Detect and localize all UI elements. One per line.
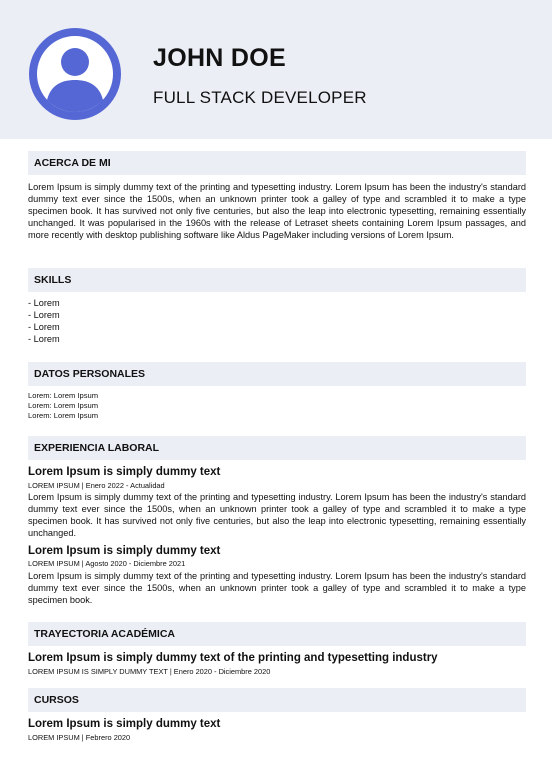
list-item: Lorem: Lorem Ipsum xyxy=(28,391,99,400)
job-title: Lorem Ipsum is simply dummy text xyxy=(28,545,221,557)
section-header-skills xyxy=(28,268,526,292)
person-role: FULL STACK DEVELOPER xyxy=(153,88,367,107)
section-header-education xyxy=(28,622,526,646)
section-title: EXPERIENCIA LABORAL xyxy=(34,442,160,454)
profile-header xyxy=(0,0,552,139)
person-name: JOHN DOE xyxy=(153,44,286,72)
section-title: DATOS PERSONALES xyxy=(34,368,146,380)
section-title: ACERCA DE MI xyxy=(34,157,111,169)
section-header-about xyxy=(28,151,526,175)
user-avatar-icon xyxy=(29,28,121,120)
section-header-courses xyxy=(28,688,526,712)
course-title: Lorem Ipsum is simply dummy text xyxy=(28,718,221,730)
list-item: - Lorem xyxy=(28,298,60,308)
job-description: Lorem Ipsum is simply dummy text of the printing and typesetting industry. Lorem Ipsum has been the industry's standard dummy text ever since the 1500s, when an unknown printer took a galley of type and scrambled it to make a type specimen book. It has survived not only five centuries, but also the leap into electronic typesetting, remaining essentially unchanged. xyxy=(28,492,526,538)
section-title: SKILLS xyxy=(34,274,72,286)
list-item: - Lorem xyxy=(28,310,60,320)
about-text: Lorem Ipsum is simply dummy text of the printing and typesetting industry. Lorem Ipsum has been the industry's standard dummy text ever since the 1500s, when an unknown printer took a galley of type and scrambled it to make a type specimen book. It has survived not only five centuries, but also the leap into electronic typesetting, remaining essentially unchanged. It was popularised in the 1960s with the release of Letraset sheets containing Lorem Ipsum passages, and more recently with desktop publishing software like Aldus PageMaker including versions of Lorem Ipsum. xyxy=(28,182,526,240)
section-title: CURSOS xyxy=(34,694,79,706)
list-item: Lorem: Lorem Ipsum xyxy=(28,401,99,410)
education-title: Lorem Ipsum is simply dummy text of the printing and typesetting industry xyxy=(28,652,438,664)
job-title: Lorem Ipsum is simply dummy text xyxy=(28,466,221,478)
section-header-personal xyxy=(28,362,526,386)
section-header-experience xyxy=(28,436,526,460)
list-item: Lorem: Lorem Ipsum xyxy=(28,411,99,420)
list-item: - Lorem xyxy=(28,322,60,332)
job-meta: LOREM IPSUM | Enero 2022 - Actualidad xyxy=(28,481,165,490)
skills-list xyxy=(28,297,60,345)
personal-data-list xyxy=(28,391,98,421)
list-item: - Lorem xyxy=(28,334,60,344)
job-description: Lorem Ipsum is simply dummy text of the printing and typesetting industry. Lorem Ipsum has been the industry's standard dummy text ever since the 1500s, when an unknown printer took a galley of type and scrambled it to make a type specimen book. xyxy=(28,571,526,605)
section-title: TRAYECTORIA ACADÉMICA xyxy=(34,628,175,640)
job-meta: LOREM IPSUM | Agosto 2020 - Diciembre 2021 xyxy=(28,559,186,568)
course-meta: LOREM IPSUM | Febrero 2020 xyxy=(28,733,131,742)
education-meta: LOREM IPSUM IS SIMPLY DUMMY TEXT | Enero 2020 - Diciembre 2020 xyxy=(28,667,271,676)
